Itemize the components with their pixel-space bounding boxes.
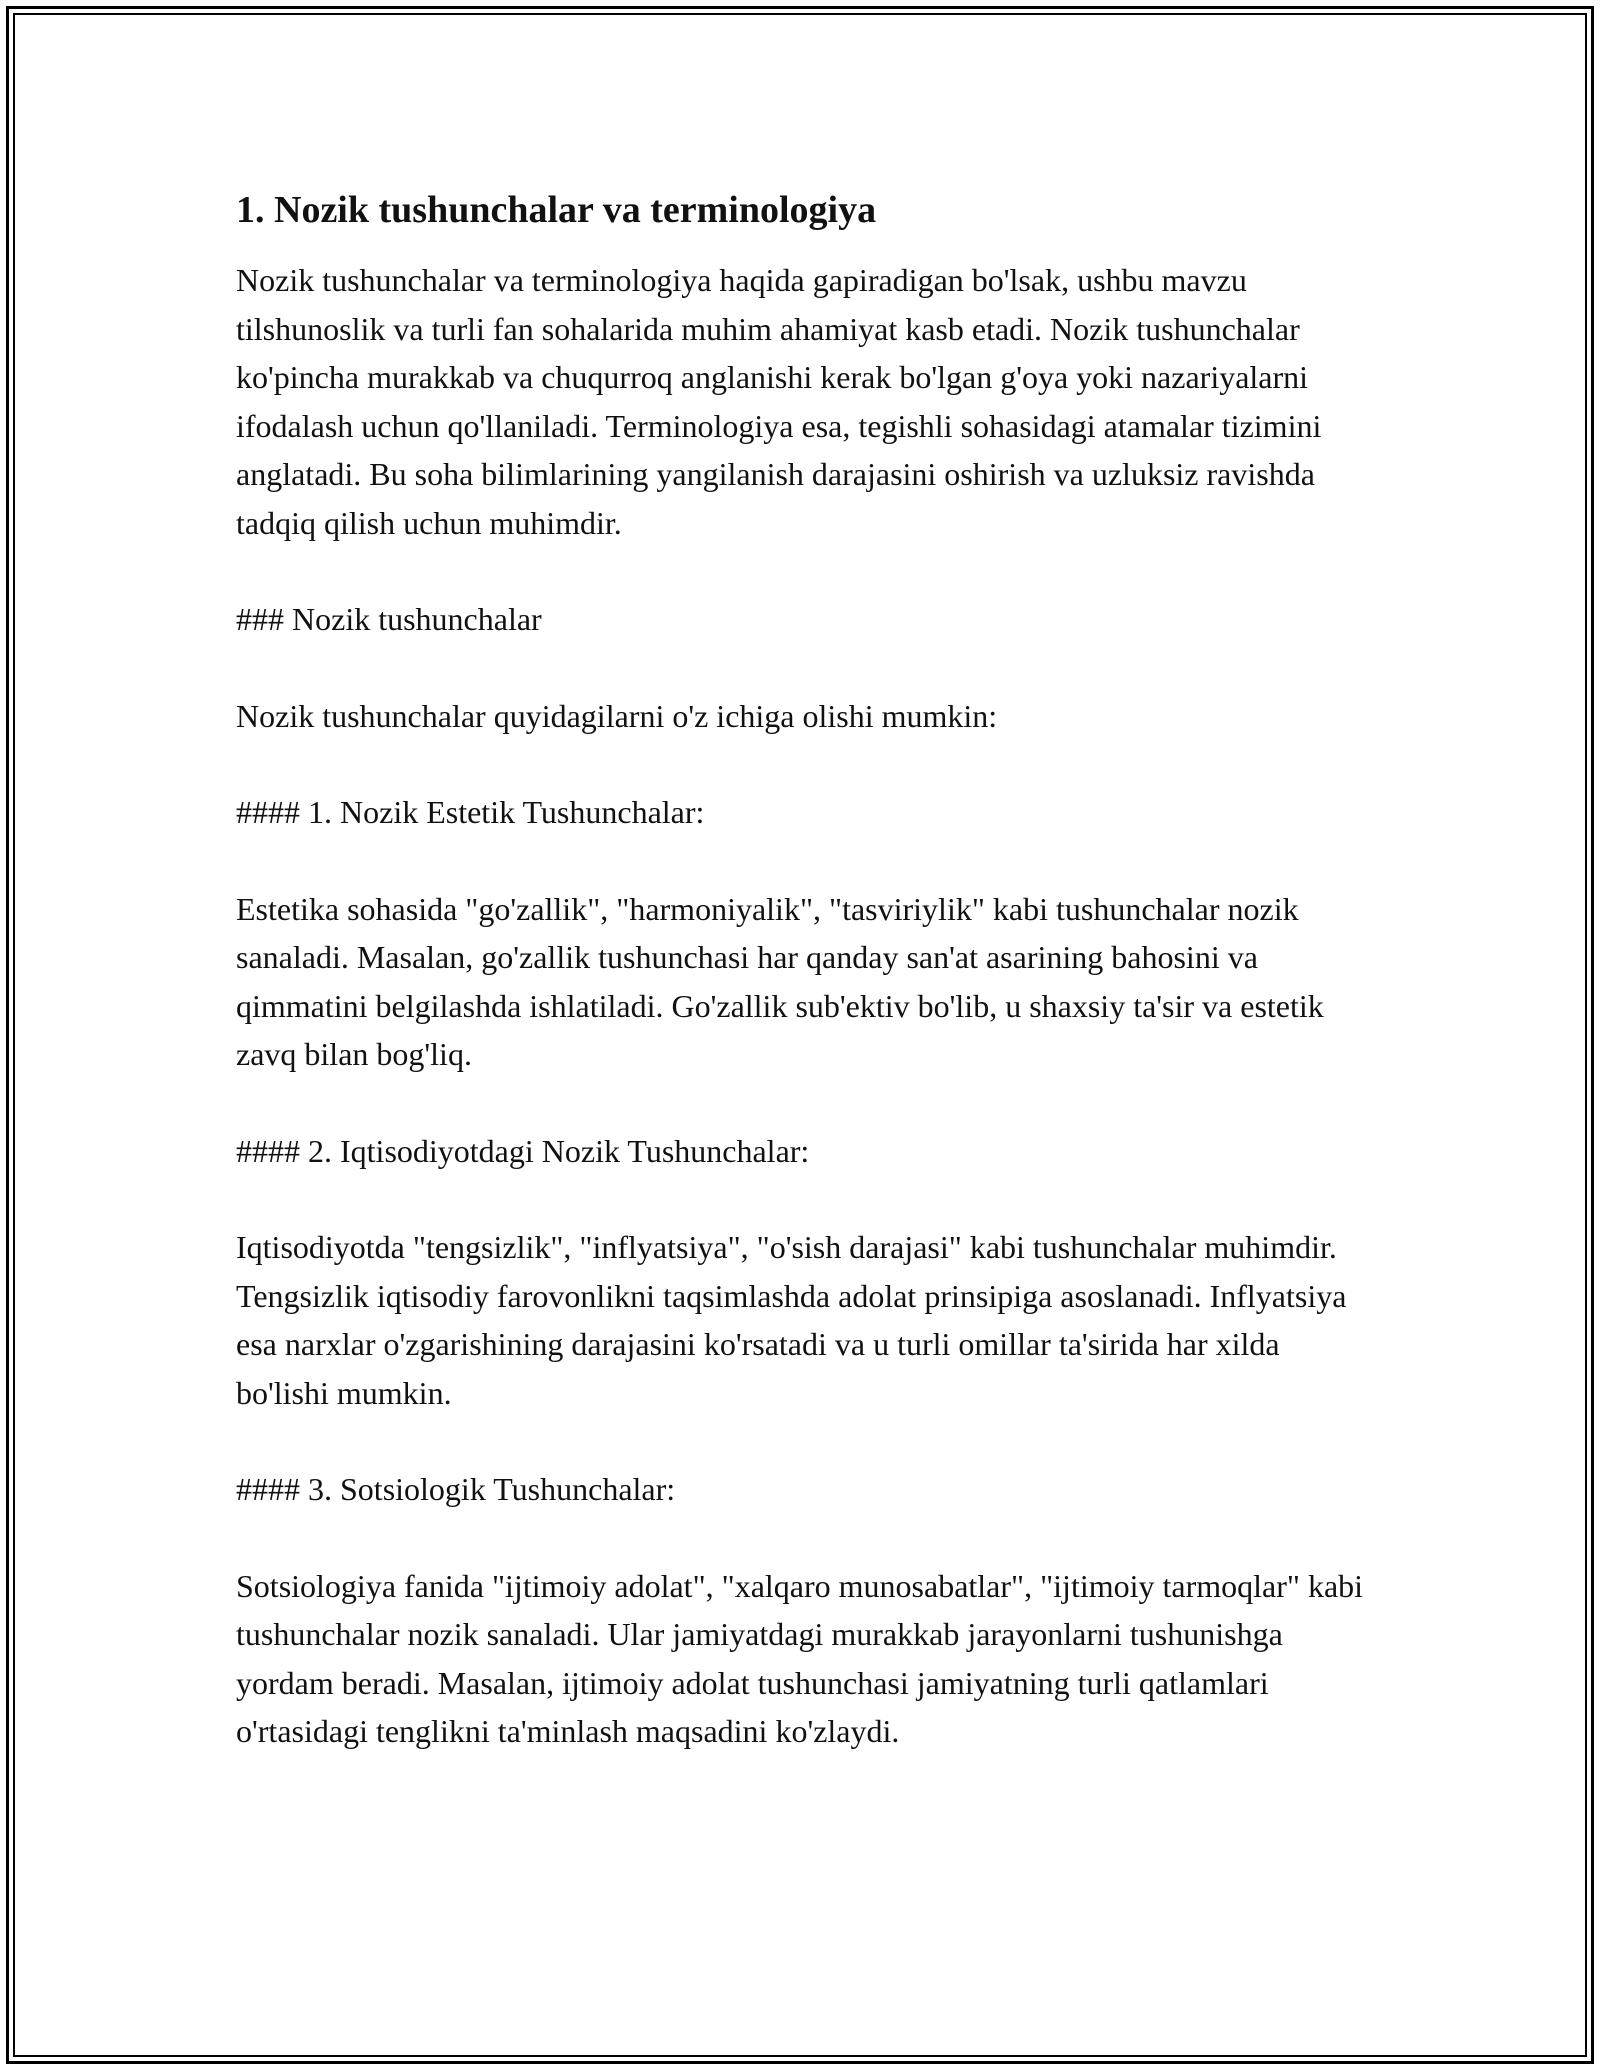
subsection-heading: #### 1. Nozik Estetik Tushunchalar:: [236, 794, 705, 830]
subsection-body: Estetika sohasida "go'zallik", "harmoniyalik", "tasviriylik" kabi tushunchalar nozik sanaladi. Masalan, go'zallik tushunchasi har qanday san'at asarining bahosini va qimmatini belgilashda ishlatiladi. Go'zallik sub'ektiv bo'lib, u shaxsiy ta'sir va estetik zavq bilan bog'liq.: [236, 890, 1324, 1072]
subsection-body: Sotsiologiya fanida "ijtimoiy adolat", "xalqaro munosabatlar", "ijtimoiy tarmoqlar" kabi tushunchalar nozik sanaladi. Ular jamiyatdagi murakkab jarayonlarni tushunishga yordam beradi. Masalan, ijtimoiy adolat tushunchasi jamiyatning turli qatlamlari o'rtasidagi tenglikni ta'minlash maqsadini ko'zlaydi.: [236, 1567, 1364, 1749]
subsection-body: Iqtisodiyotda "tengsizlik", "inflyatsiya", "o'sish darajasi" kabi tushunchalar muhimdir. Tengsizlik iqtisodiy farovonlikni taqsimlashda adolat prinsipiga asoslanadi. Inflyatsiya esa narxlar o'zgarishining darajasini ko'rsatadi va u turli omillar ta'sirida har xilda bo'lishi mumkin.: [236, 1229, 1347, 1411]
document-title: 1. Nozik tushunchalar va terminologiya: [236, 189, 877, 231]
section-heading: ### Nozik tushunchalar: [236, 601, 542, 637]
section-intro: Nozik tushunchalar quyidagilarni o'z ichiga olishi mumkin:: [236, 697, 998, 734]
intro-paragraph: Nozik tushunchalar va terminologiya haqida gapiradigan bo'lsak, ushbu mavzu tilshunoslik va turli fan sohalarida muhim ahamiyat kasb etadi. Nozik tushunchalar ko'pincha murakkab va chuqurroq anglanishi kerak bo'lgan g'oya yoki nazariyalarni ifodalash uchun qo'llaniladi. Terminologiya esa, tegishli sohasidagi atamalar tizimini anglatadi. Bu soha bilimlarining yangilanish darajasini oshirish va uzluksiz ravishda tadqiq qilish uchun muhimdir.: [236, 262, 1322, 541]
subsection-heading: #### 2. Iqtisodiyotdagi Nozik Tushunchalar:: [236, 1132, 810, 1169]
subsection-heading: #### 3. Sotsiologik Tushunchalar:: [236, 1471, 676, 1507]
document-body: [236, 186, 1376, 1756]
